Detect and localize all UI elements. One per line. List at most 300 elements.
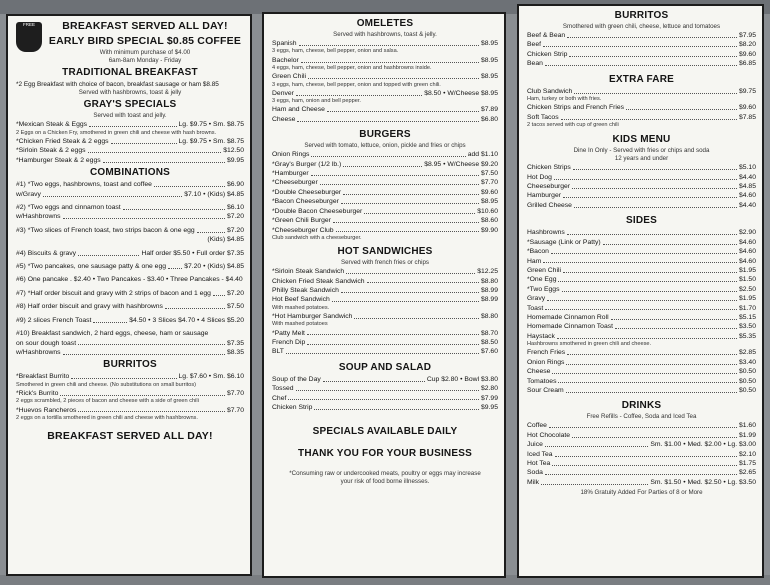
menu-item (16, 289, 244, 298)
menu-item (16, 180, 244, 189)
dot-leader (307, 329, 479, 336)
menu-item-name: *Patty Melt (272, 329, 305, 337)
menu-item (16, 262, 244, 271)
dot-leader (545, 304, 737, 311)
dot-leader (111, 137, 177, 144)
dot-leader (549, 421, 737, 428)
section-header-hot-sandwiches: HOT SANDWICHES (337, 246, 433, 258)
menu-item-name: Chicken Strips and French Fries (527, 104, 625, 112)
menu-item-name: Juice (527, 441, 543, 449)
menu-item (527, 332, 756, 341)
menu-item-name: Bean (527, 60, 543, 68)
menu-item-name: *Huevos Rancheros (16, 406, 77, 414)
menu-item-name: Onion Rings (527, 358, 565, 366)
dot-leader (307, 338, 479, 345)
menu-item-price: $8.95 • W/Cheese $9.20 (424, 160, 498, 168)
menu-item (272, 267, 498, 276)
menu-item-name: Beef (527, 41, 541, 49)
menu-item-price: $7.70 (226, 406, 244, 414)
menu-item-price: $7.95 (738, 32, 756, 39)
menu-item-name: Ham and Cheese (272, 106, 325, 114)
menu-item-price: $7.50 (226, 303, 244, 311)
menu-item-name: Homemade Cinnamon Roll (527, 313, 609, 321)
menu-item-price: $9.90 (480, 226, 498, 234)
menu-item-price: $9.60 (480, 188, 498, 196)
menu-item-name: *Cheeseburger Club (272, 226, 334, 234)
item-description: 4 eggs, ham, cheese, bell pepper, onion and hashbrowns inside. (272, 65, 432, 72)
sides-list (527, 228, 756, 395)
section-header-burritos: BURRITOS (103, 359, 157, 371)
footer-breakfast-all-day: BREAKFAST SERVED ALL DAY! (47, 430, 213, 443)
menu-item-name: Cheese (527, 368, 551, 376)
menu-item-price: $9.60 (738, 50, 756, 58)
menu-item (272, 375, 498, 384)
menu-item-price: $7.70 (480, 179, 498, 187)
menu-item-name: Hamburger (527, 192, 561, 200)
menu-item-name: Iced Tea (527, 450, 553, 458)
menu-item-price: $8.60 (480, 217, 498, 225)
dot-leader (63, 348, 225, 355)
menu-item (272, 115, 498, 124)
item-description: With mashed potatoes (272, 321, 328, 328)
menu-item-name: *Bacon (527, 248, 549, 256)
traditional-breakfast-item: *2 Egg Breakfast with choice of bacon, breakfast sausage or ham $8.85 (16, 81, 219, 88)
menu-item-name: Chicken Strip (527, 50, 568, 58)
menu-item-price: Cup $2.80 • Bowl $3.80 (426, 375, 498, 383)
menu-item (16, 389, 244, 398)
menu-item-price: $9.95 (480, 403, 498, 411)
dot-leader (89, 120, 176, 127)
dot-leader (554, 173, 737, 180)
menu-item (272, 197, 498, 206)
dot-leader (567, 348, 737, 355)
section-header-drinks: DRINKS (621, 400, 662, 412)
menu-item (16, 372, 244, 381)
menu-item-price: $8.20 (738, 41, 756, 49)
dot-leader (552, 459, 737, 466)
hot-sandwiches-subtitle: Served with french fries or chips (340, 259, 430, 267)
menu-item (272, 286, 498, 295)
menu-item-price: $7.20 (226, 226, 244, 234)
menu-item-price: $8.95 (480, 73, 498, 81)
menu-item-price: $8.50 (480, 338, 498, 346)
menu-item-price: $1.95 (738, 295, 756, 303)
menu-item (272, 312, 498, 321)
kids-subtitle: Dine In Only - Served with fries or chips and soda (573, 147, 710, 155)
menu-item-price: $8.95 (480, 198, 498, 206)
section-header-grays-specials: GRAY'S SPECIALS (83, 99, 177, 111)
menu-item (527, 459, 756, 468)
menu-item-name: #4) Biscuits & gravy (16, 249, 77, 257)
combinations-list (16, 180, 244, 357)
menu-item-line: #6) One pancake . $2.40 • Two Pancakes - $3.40 • Three Pancakes - $4.40 (16, 276, 243, 284)
menu-item-price: $8.95 (480, 56, 498, 64)
menu-item-price: Half order $5.50 • Full order $7.35 (141, 249, 244, 257)
menu-item-name: Haystack (527, 332, 555, 340)
menu-item (527, 468, 756, 477)
menu-item-name: *Two Eggs (527, 285, 560, 293)
item-description: Smothered in green chili and cheese. (No substitutions on small burritos) (16, 381, 197, 388)
item-description: Ham, turkey or both with fries. (527, 96, 602, 103)
dot-leader (297, 115, 479, 122)
menu-item-name: #3) *Two slices of French toast, two strips bacon & one egg (16, 226, 195, 234)
traditional-note: Served with hashbrowns, toast & jelly (78, 89, 182, 97)
menu-item-name: *Sirloin Steak & 2 eggs (16, 147, 86, 155)
menu-item-price: $8.99 (480, 296, 498, 304)
dot-leader (320, 178, 479, 185)
menu-panel-extras (517, 4, 764, 578)
burgers-list (272, 150, 498, 242)
menu-item-price: $5.35 (738, 332, 756, 340)
dot-leader (603, 238, 737, 245)
menu-item (16, 348, 244, 357)
item-description: Hashbrowns smothered in green chili and cheese. (527, 341, 652, 348)
menu-item-price: $7.10 • (Kids) $4.85 (184, 190, 244, 198)
menu-item-name: *Hamburger (272, 170, 309, 178)
breakfast-burritos-list (16, 372, 244, 422)
menu-item (527, 440, 756, 449)
section-header-burgers: BURGERS (359, 129, 411, 141)
menu-item (272, 347, 498, 356)
menu-item-name: Hot Dog (527, 173, 552, 181)
menu-item (272, 329, 498, 338)
menu-item-name: Philly Steak Sandwich (272, 286, 339, 294)
thank-you-note: THANK YOU FOR YOUR BUSINESS (298, 448, 472, 460)
menu-item (272, 89, 498, 98)
menu-item-price: $8.80 (480, 277, 498, 285)
menu-item (16, 203, 244, 212)
dot-leader (567, 228, 737, 235)
menu-item-price: $2.90 (738, 229, 756, 237)
menu-item-price: $2.10 (738, 450, 756, 458)
menu-item (527, 50, 756, 59)
menu-item-name: *Gray's Burger (1/2 lb.) (272, 160, 342, 168)
menu-item-extra-price: (Kids) $4.85 (207, 236, 244, 244)
menu-item (527, 478, 756, 487)
menu-item-price: $4.60 (738, 257, 756, 265)
omeletes-subtitle: Served with hashbrowns, toast & jelly. (333, 31, 437, 38)
menu-item-price: $1.95 (738, 266, 756, 274)
dot-leader (213, 289, 225, 296)
menu-item-price: $4.40 (738, 201, 756, 209)
menu-item-price: Sm. $1.00 • Med. $2.00 • Lg. $3.00 (650, 441, 756, 449)
menu-item-name: *Sirloin Steak Sandwich (272, 268, 345, 276)
menu-item-price: $6.85 (738, 60, 756, 68)
item-description: 2 eggs on a tortilla smothered in green chili and cheese with hashbrowns. (16, 414, 198, 421)
dot-leader (43, 190, 182, 197)
menu-item-name: Club Sandwich (527, 87, 573, 95)
menu-item (272, 188, 498, 197)
menu-item-price: Lg. $7.60 • Sm. $6.10 (178, 373, 244, 381)
menu-panel-breakfast (6, 14, 252, 576)
menu-item (16, 212, 244, 221)
dot-leader (154, 180, 225, 187)
drinks-list (527, 421, 756, 487)
dot-leader (543, 40, 737, 47)
menu-item (16, 156, 244, 165)
menu-item-price: $2.80 (480, 385, 498, 393)
menu-item (527, 238, 756, 247)
dot-leader (615, 322, 737, 329)
early-bird-hours: 6am-8am Monday - Friday (108, 57, 182, 64)
menu-item (527, 348, 756, 357)
menu-item-price: $7.60 (480, 348, 498, 356)
menu-item-name: #2) *Two eggs and cinnamon toast (16, 204, 121, 212)
menu-item-price: $9.95 (226, 156, 244, 164)
menu-item (527, 103, 756, 112)
dot-leader (78, 406, 225, 413)
burgers-subtitle: Served with tomato, lettuce, onion, pickle and fries or chips (304, 142, 466, 150)
dot-leader (566, 386, 737, 393)
dot-leader (545, 59, 737, 66)
menu-item-name: Bachelor (272, 56, 299, 64)
item-description: With mashed potatoes. (272, 304, 330, 311)
menu-item-name: Hot Chocolate (527, 431, 571, 439)
menu-item-name: *Double Cheeseburger (272, 188, 342, 196)
menu-item-name: *Hamburger Steak & 2 eggs (16, 156, 101, 164)
item-description: 2 Eggs on a Chicken Fry, smothered in green chili and cheese with hash browns. (16, 129, 217, 136)
menu-item-name: Soup of the Day (272, 375, 321, 383)
menu-item (16, 406, 244, 415)
section-header-sides: SIDES (625, 215, 657, 227)
menu-item-name: Chicken Strips (527, 164, 571, 172)
menu-item-name: Hot Tea (527, 460, 551, 468)
dot-leader (558, 275, 737, 282)
menu-item-price: $3.50 (738, 323, 756, 331)
dot-leader (311, 150, 465, 157)
specials-available: SPECIALS AVAILABLE DAILY (312, 426, 458, 438)
menu-item-price: $3.40 (738, 358, 756, 366)
menu-item-price: $0.50 (738, 368, 756, 376)
early-bird-special: EARLY BIRD SPECIAL $0.85 COFFEE (48, 35, 242, 47)
menu-item (272, 384, 498, 393)
menu-item (527, 201, 756, 210)
dot-leader (103, 156, 225, 163)
menu-item-price: $4.85 (738, 183, 756, 191)
burritos-subtitle: Smothered with green chili, cheese, lettuce and tomatoes (562, 23, 721, 30)
menu-item-price: $7.50 (480, 170, 498, 178)
menu-item (272, 216, 498, 225)
item-description: 2 eggs scrambled, 2 pieces of bacon and cheese with a side of green chili (16, 398, 199, 405)
menu-item-price: $8.50 • W/Cheese $8.95 (424, 89, 498, 97)
section-header-burritos: BURRITOS (614, 10, 669, 21)
dot-leader (566, 358, 737, 365)
menu-item-name: Tomatoes (527, 377, 557, 385)
dot-leader (314, 403, 479, 410)
menu-item-price: $12.50 (223, 147, 244, 155)
dot-leader (611, 313, 737, 320)
menu-item-price: $8.35 (226, 348, 244, 356)
food-warning-line2: your risk of food borne illnesses. (340, 478, 430, 486)
menu-item (527, 87, 756, 96)
menu-item (527, 163, 756, 172)
dot-leader (558, 377, 737, 384)
extra-fare-list (527, 87, 756, 130)
menu-item-price: $7.20 (226, 289, 244, 297)
menu-item-name: *Bacon Cheeseburger (272, 198, 339, 206)
dot-leader (573, 163, 737, 170)
menu-item (272, 338, 498, 347)
menu-item (16, 339, 244, 348)
dot-leader (562, 285, 737, 292)
menu-item (527, 358, 756, 367)
menu-item (527, 173, 756, 182)
menu-item-name: Soda (527, 469, 543, 477)
menu-item-name: *Mexican Steak & Eggs (16, 121, 88, 129)
menu-item-name: French Dip (272, 338, 306, 346)
menu-item (272, 226, 498, 235)
menu-item (527, 386, 756, 395)
menu-item-name: Toast (527, 304, 544, 312)
menu-item (272, 295, 498, 304)
menu-item (527, 113, 756, 122)
dot-leader (541, 478, 648, 485)
dot-leader (545, 440, 648, 447)
menu-item-name: *Green Chili Burger (272, 217, 331, 225)
menu-item-name: Homemade Cinnamon Toast (527, 323, 614, 331)
menu-item (272, 169, 498, 178)
menu-item (527, 247, 756, 256)
burritos-list (527, 31, 756, 69)
menu-item (16, 190, 244, 199)
menu-item-price: $0.50 (738, 377, 756, 385)
menu-item-price: $8.99 (480, 286, 498, 294)
menu-item-name: Hashbrowns (527, 229, 565, 237)
menu-item (527, 304, 756, 313)
menu-item-price: $6.80 (480, 115, 498, 123)
dot-leader (299, 39, 479, 46)
dot-leader (569, 50, 737, 57)
dot-leader (343, 188, 479, 195)
item-description: 3 eggs, ham, cheese, bell pepper, onion and salsa. (272, 48, 399, 55)
menu-item-name: Onion Rings (272, 151, 310, 159)
dot-leader (308, 72, 479, 79)
menu-item (527, 367, 756, 376)
menu-item-price: $9.60 (738, 104, 756, 112)
menu-item (16, 137, 244, 146)
menu-item-name: Milk (527, 478, 540, 486)
menu-item-price: $6.10 (226, 204, 244, 212)
menu-item-name: on sour dough toast (16, 339, 77, 347)
dot-leader (323, 375, 425, 382)
menu-item (16, 120, 244, 129)
menu-item (16, 226, 244, 235)
item-description: 3 eggs, ham, onion and bell pepper. (272, 98, 361, 105)
menu-item-price: $4.60 (738, 192, 756, 200)
menu-item (272, 105, 498, 114)
menu-item-name: *Breakfast Burrito (16, 373, 70, 381)
dot-leader (626, 103, 737, 110)
dot-leader (93, 316, 127, 323)
menu-item (272, 277, 498, 286)
section-header-omeletes: OMELETES (356, 18, 414, 29)
menu-item (16, 316, 244, 325)
soup-salad-list (272, 375, 498, 413)
menu-item-price: $1.60 (738, 422, 756, 430)
menu-item-name: #7) *Half order biscuit and gravy with 2 strips of bacon and 1 egg (16, 289, 211, 297)
menu-item-price: $5.15 (738, 313, 756, 321)
menu-item-name: Ham (527, 257, 542, 265)
menu-item-name: Tossed (272, 385, 294, 393)
menu-item-name: w/Gravy (16, 190, 41, 198)
menu-item-name: Soft Tacos (527, 113, 559, 121)
dot-leader (563, 266, 737, 273)
menu-item-name: *Double Bacon Cheeseburger (272, 207, 363, 215)
menu-item-name: Cheeseburger (527, 183, 571, 191)
dot-leader (547, 294, 737, 301)
menu-item-name: Hot Beef Sandwich (272, 296, 330, 304)
dot-leader (71, 372, 176, 379)
menu-item (16, 249, 244, 258)
menu-item-name: Chicken Fried Steak Sandwich (272, 277, 365, 285)
dot-leader (341, 197, 479, 204)
menu-item (527, 228, 756, 237)
drinks-subtitle: Free Refills - Coffee, Soda and Iced Tea (586, 413, 697, 421)
menu-item-price: $4.50 • 3 Slices $4.70 • 4 Slices $5.20 (129, 316, 244, 324)
dot-leader (333, 216, 479, 223)
menu-item-price: $8.80 (480, 312, 498, 320)
menu-item (272, 403, 498, 412)
item-description: 2 tacos served with cup of green chili (527, 122, 619, 129)
menu-item (272, 207, 498, 216)
menu-item-price: $7.35 (226, 339, 244, 347)
menu-item (527, 275, 756, 284)
menu-item-name: Denver (272, 89, 294, 97)
menu-item-price: $10.60 (477, 207, 498, 215)
menu-item (272, 160, 498, 169)
dot-leader (552, 367, 737, 374)
menu-item-price: $6.90 (226, 181, 244, 189)
menu-item-price: $1.70 (738, 304, 756, 312)
dot-leader (364, 207, 475, 214)
dot-leader (88, 146, 222, 153)
menu-item-price: add $1.10 (467, 151, 498, 159)
menu-item-price: $2.65 (738, 469, 756, 477)
item-description: Club sandwich with a cheeseburger. (272, 234, 362, 241)
dot-leader (336, 226, 479, 233)
item-description: 3 eggs, ham, cheese, bell pepper, onion and topped with green chili. (272, 81, 441, 88)
menu-item-name: *Hot Hamburger Sandwich (272, 312, 353, 320)
dot-leader (123, 203, 225, 210)
menu-item-name: *Sausage (Link or Patty) (527, 238, 601, 246)
menu-item (527, 322, 756, 331)
food-warning-line1: *Consuming raw or undercooked meats, poultry or eggs may increase (289, 470, 481, 478)
menu-item (527, 31, 756, 40)
section-header-extra-fare: EXTRA FARE (609, 73, 674, 85)
dot-leader (557, 332, 737, 339)
dot-leader (567, 31, 737, 38)
menu-item (527, 313, 756, 322)
menu-item-price: $8.95 (480, 40, 498, 47)
dot-leader (296, 384, 479, 391)
menu-item-price: $7.70 (226, 389, 244, 397)
menu-item-name: Chef (272, 394, 287, 402)
menu-item (527, 431, 756, 440)
dot-leader (327, 105, 479, 112)
dot-leader (346, 267, 475, 274)
dot-leader (288, 394, 479, 401)
kids-age-note: 12 years and under (614, 155, 669, 163)
menu-item-price: $1.99 (738, 431, 756, 439)
menu-item-price: $4.60 (738, 238, 756, 246)
menu-item-price: $12.25 (477, 268, 498, 276)
menu-item-price: Lg. $9.75 • Sm. $8.75 (178, 138, 244, 146)
menu-item-name: Green Chili (272, 73, 306, 81)
omeletes-list (272, 39, 498, 124)
dot-leader (555, 450, 737, 457)
menu-item-price: $7.85 (738, 113, 756, 121)
dot-leader (545, 468, 737, 475)
